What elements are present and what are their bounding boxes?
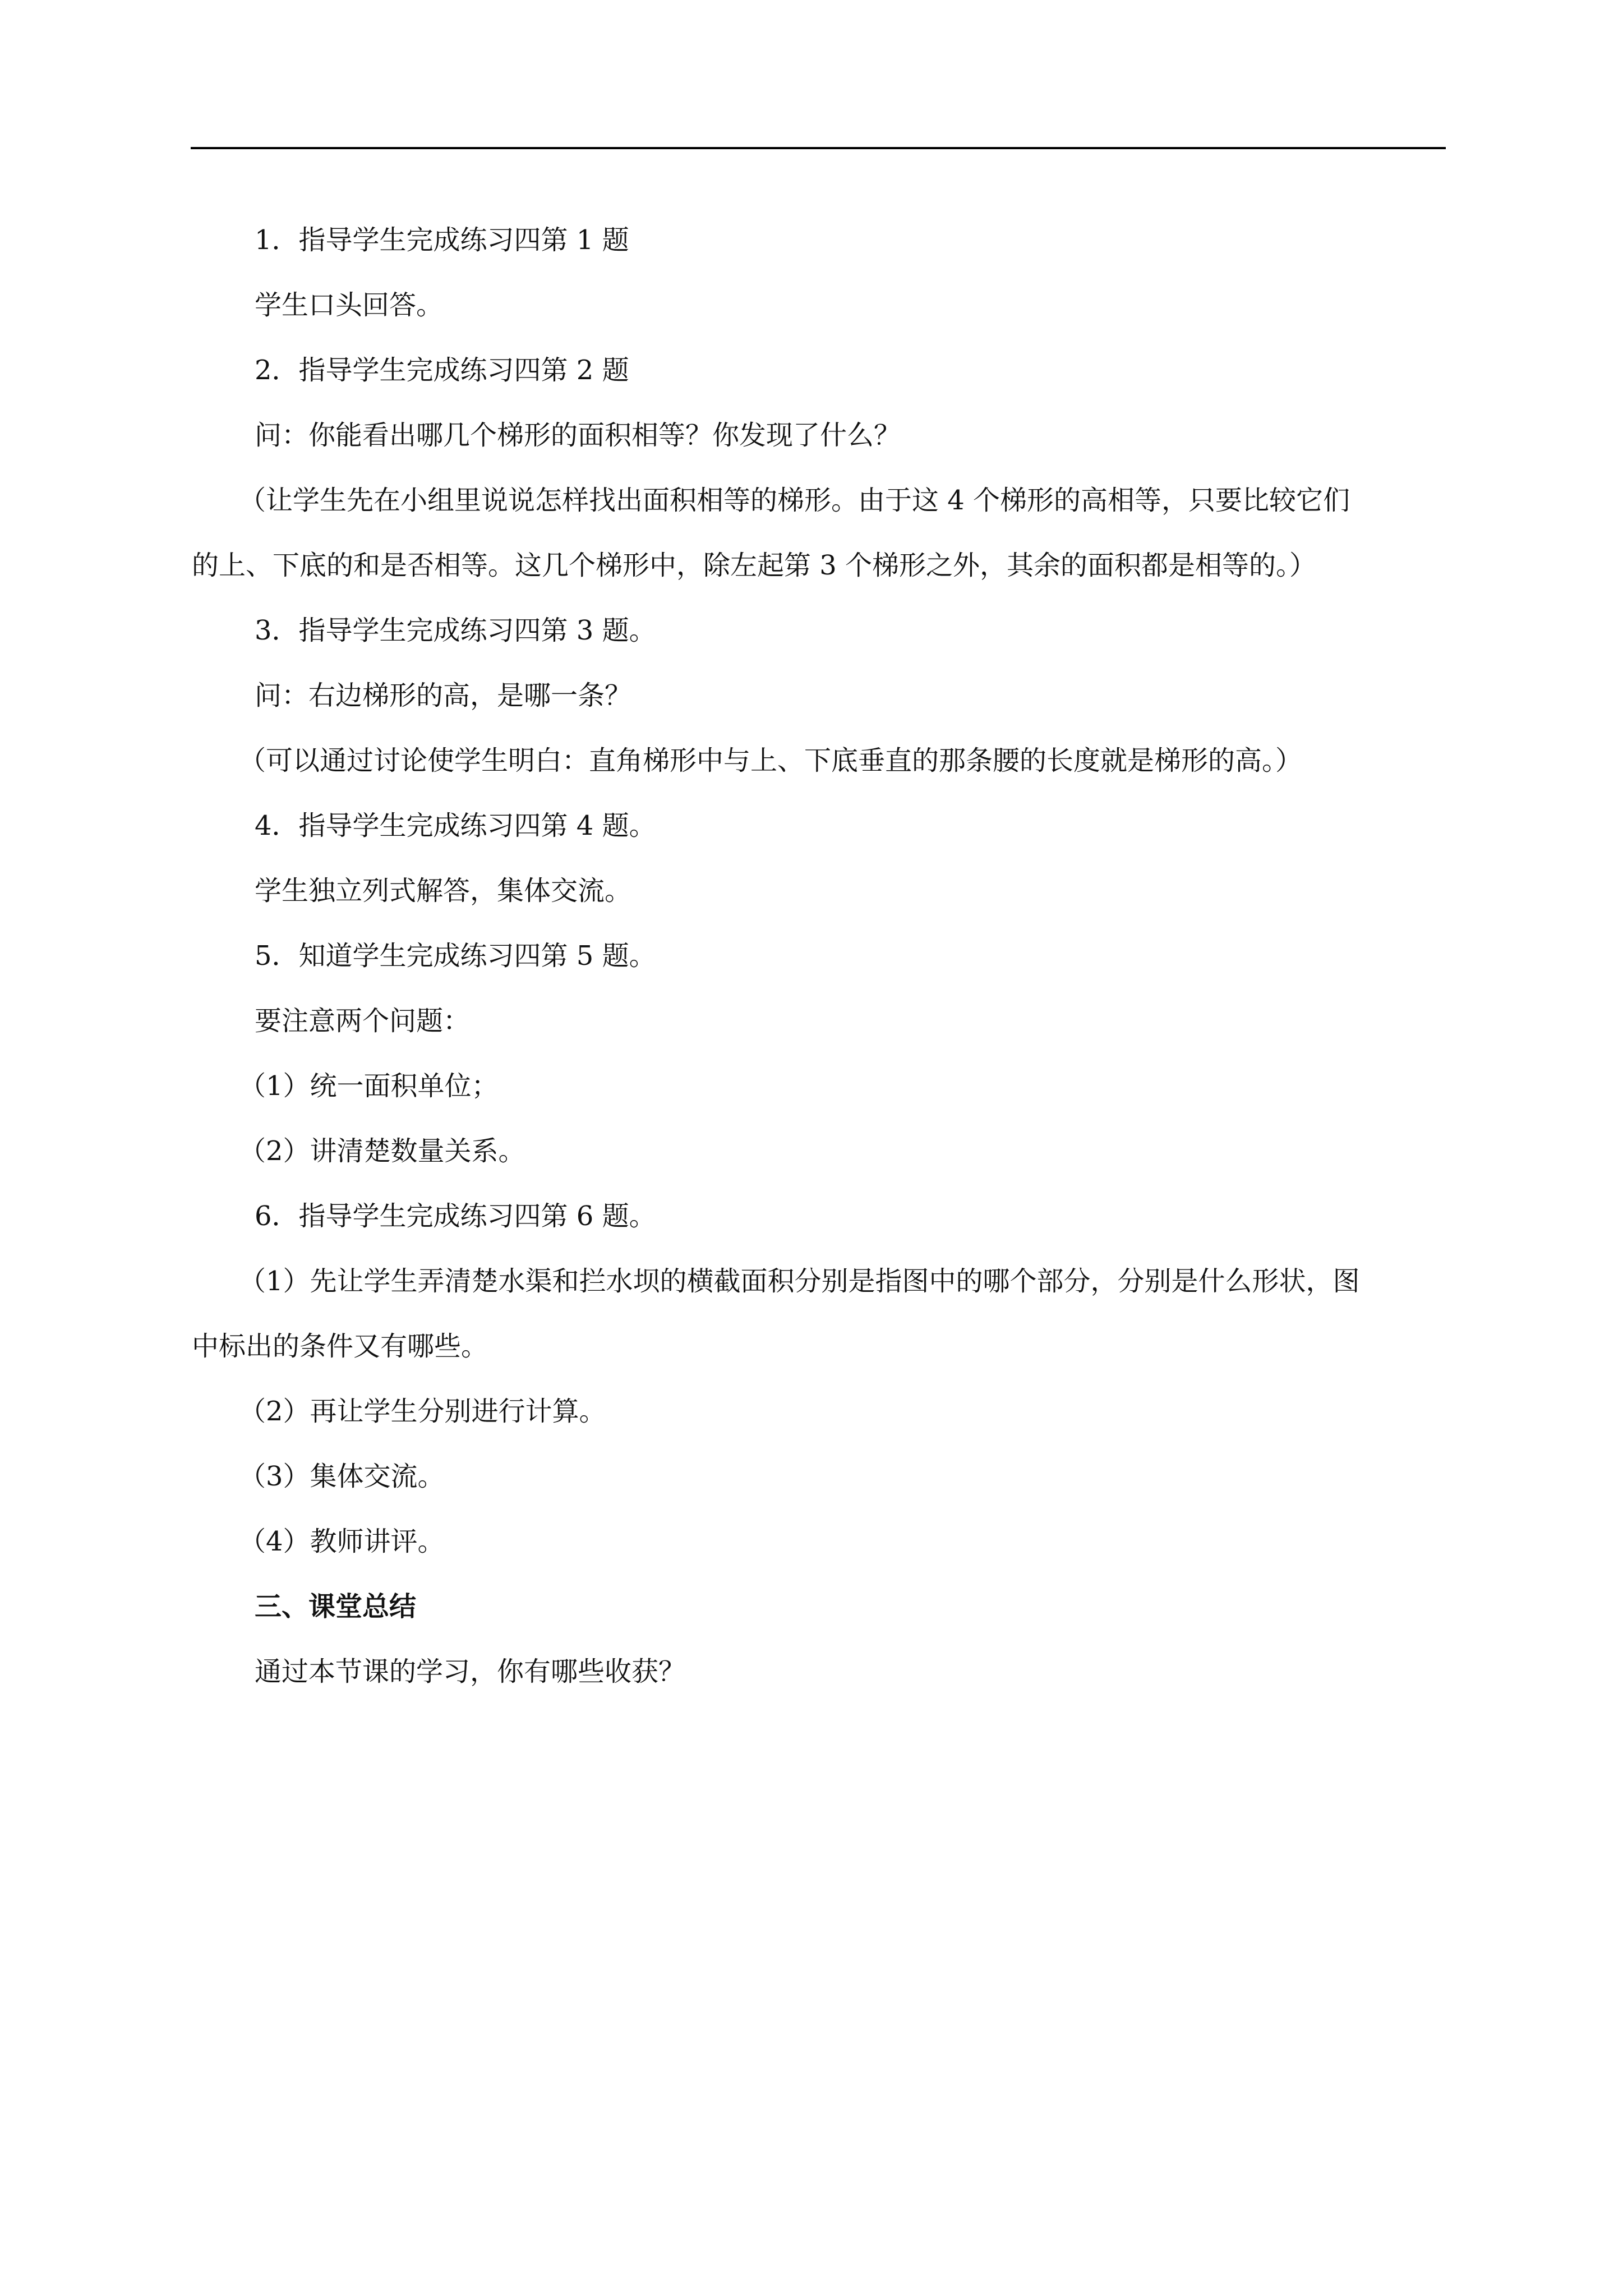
paragraph-note-2-line-1: （让学生先在小组里说说怎样找出面积相等的梯形。由于这 4 个梯形的高相等，只要比较它们 [239, 485, 1350, 516]
paragraph-item-3: 3．指导学生完成练习四第 3 题。 [255, 615, 656, 646]
paragraph-step-6-1-line-2: 中标出的条件又有哪些。 [192, 1331, 488, 1362]
header-rule [191, 147, 1446, 149]
paragraph-item-5: 5．知道学生完成练习四第 5 题。 [255, 940, 656, 972]
paragraph-summary-question: 通过本节课的学习，你有哪些收获？ [255, 1656, 686, 1687]
paragraph-answer-1: 学生口头回答。 [255, 289, 444, 321]
paragraph-item-2: 2．指导学生完成练习四第 2 题 [255, 355, 629, 386]
paragraph-item-1: 1．指导学生完成练习四第 1 题 [255, 224, 629, 256]
paragraph-answer-4: 学生独立列式解答，集体交流。 [255, 875, 632, 907]
document-body [192, 208, 1446, 1704]
section-heading-summary: 三、课堂总结 [255, 1591, 417, 1622]
paragraph-step-6-2: （2）再让学生分别进行计算。 [239, 1396, 606, 1427]
paragraph-step-6-3: （3）集体交流。 [239, 1461, 445, 1492]
paragraph-question-2: 问：你能看出哪几个梯形的面积相等？你发现了什么？ [255, 420, 901, 451]
paragraph-point-5-1: （1）统一面积单位； [239, 1070, 499, 1102]
paragraph-item-6: 6．指导学生完成练习四第 6 题。 [255, 1200, 656, 1232]
paragraph-step-6-1-line-1: （1）先让学生弄清楚水渠和拦水坝的横截面积分别是指图中的哪个部分，分别是什么形状，图 [239, 1266, 1360, 1297]
paragraph-note-5: 要注意两个问题： [255, 1005, 471, 1037]
paragraph-step-6-4: （4）教师讲评。 [239, 1526, 445, 1557]
paragraph-point-5-2: （2）讲清楚数量关系。 [239, 1135, 525, 1167]
paragraph-item-4: 4．指导学生完成练习四第 4 题。 [255, 810, 656, 841]
paragraph-note-2-line-2: 的上、下底的和是否相等。这几个梯形中，除左起第 3 个梯形之外，其余的面积都是相等的。） [192, 550, 1317, 581]
paragraph-question-3: 问：右边梯形的高，是哪一条？ [255, 680, 632, 711]
paragraph-note-3: （可以通过讨论使学生明白：直角梯形中与上、下底垂直的那条腰的长度就是梯形的高。） [239, 745, 1303, 776]
